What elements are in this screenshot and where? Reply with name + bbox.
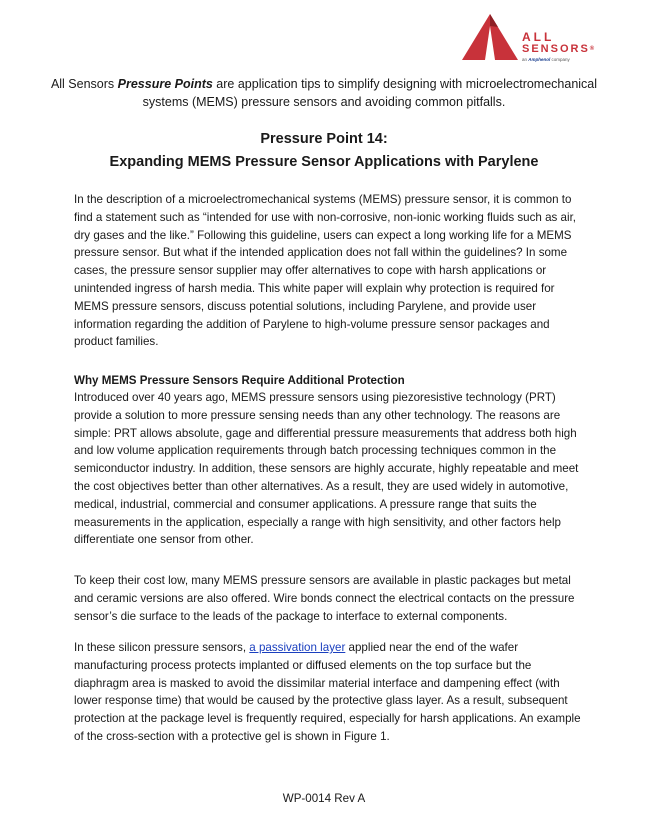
logo-triangle-icon bbox=[462, 12, 522, 62]
p4-after: applied near the end of the wafer manufacturing process protects implanted or diffused elements on the top surface but the diaphragm area is masked to avoid the dissimilar material interface and dampening effect (with lower response time) that would be caused by the protective glass layer. As a result, subsequent protection at the package level is frequently required, especially for harsh applications. An example of the cross-section with a protective gel is shown in Figure 1. bbox=[74, 641, 581, 743]
tagline-suffix: company bbox=[551, 57, 570, 62]
tagline-prefix: an bbox=[522, 57, 528, 62]
title-line-1: Pressure Point 14: bbox=[260, 131, 388, 147]
paragraph-prt: Introduced over 40 years ago, MEMS pressure sensors using piezoresistive technology (PRT) provide a solution to more pressure sensing needs than any other technology. The reasons are simple: PRT allows absolute, gage and differential pressure measurements that address both high and low volume application requirements through batch processing techniques common in the semiconductor industry. In addition, these sensors are highly accurate, highly repeatable and meet the cost objectives better than other alternatives. As a result, they are used widely in automotive, medical, industrial, commercial and consumer applications. A pressure range that suits the measurements in the application, especially a range with high sensitivity, and other factors help differentiate one sensor from other. bbox=[74, 391, 579, 547]
document-title bbox=[40, 128, 608, 174]
registered-mark: ® bbox=[589, 46, 595, 52]
intro-text bbox=[40, 75, 608, 111]
document-footer: WP-0014 Rev A bbox=[282, 792, 366, 805]
passivation-layer-link[interactable]: a passivation layer bbox=[249, 641, 346, 654]
logo-text-sensors bbox=[522, 44, 594, 55]
company-logo bbox=[462, 12, 622, 62]
p4-before: In these silicon pressure sensors, bbox=[74, 641, 250, 654]
tagline-brand: Amphenol bbox=[528, 57, 551, 62]
logo-text-all: ALL bbox=[522, 30, 555, 44]
paragraph-passivation bbox=[74, 639, 584, 746]
paragraph-packages: To keep their cost low, many MEMS pressure sensors are available in plastic packages but metal and ceramic versions are also offered. Wire bonds connect the electrical contacts on the pressure sensor’s die surface to the leads of the package to interface to external components. bbox=[74, 574, 575, 623]
logo-tagline bbox=[522, 57, 570, 62]
logo-sensors-word: SENSORS bbox=[522, 43, 590, 55]
title-line-2: Expanding MEMS Pressure Sensor Applications with Parylene bbox=[109, 154, 539, 170]
intro-emphasis: Pressure Points bbox=[117, 77, 213, 91]
intro-after: are application tips to simplify designing with microelectromechanical systems (MEMS) pressure sensors and avoiding common pitfalls. bbox=[142, 77, 598, 109]
intro-before: All Sensors bbox=[50, 77, 118, 91]
section-heading: Why MEMS Pressure Sensors Require Additional Protection bbox=[74, 374, 405, 387]
paragraph-intro: In the description of a microelectromechanical systems (MEMS) pressure sensor, it is common to find a statement such as “intended for use with non-corrosive, non-ionic working fluids such as air, dry gases and the like.” Following this guideline, users can expect a long working life for a MEMS pressure sensor. But what if the intended application does not fall within the guidelines? In some cases, the pressure sensor supplier may offer alternatives to cope with harsh applications or unintended ingress of harsh media. This white paper will explain why protection is required for MEMS pressure sensors, discuss potential solutions, including Parylene, and provide user information regarding the addition of Parylene to high-volume pressure sensor packages and product families. bbox=[74, 193, 577, 349]
